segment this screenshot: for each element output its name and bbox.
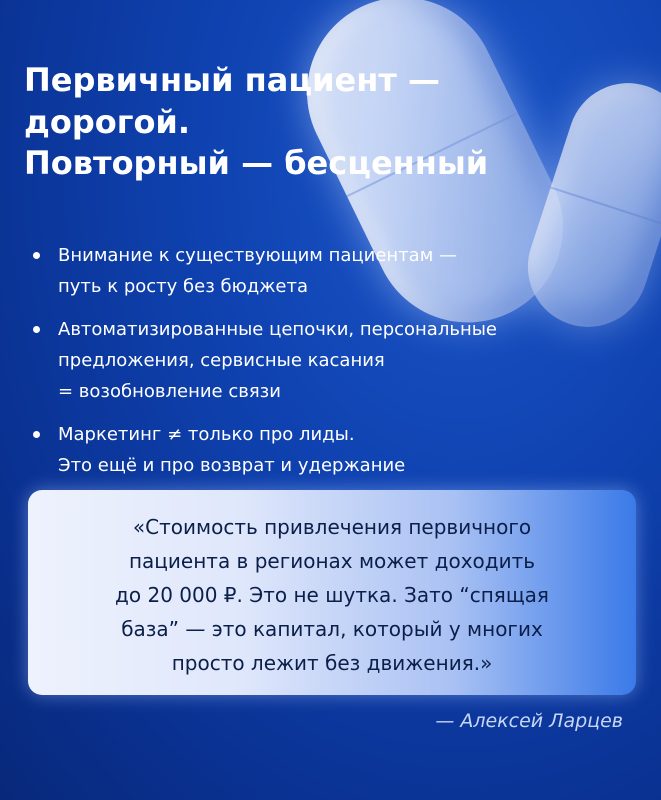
bullet-item [24,314,624,407]
bullet-list [24,240,624,493]
headline-line: дорогой. [24,102,190,141]
bullet-text: Автоматизированные цепочки, персональные [58,319,498,340]
bullet-text: Маркетинг ≠ только про лиды. [58,424,355,445]
bullet-text: Это ещё и про возврат и удержание [58,455,406,476]
bullet-text: = возобновление связи [58,381,281,402]
bullet-text: Внимание к существующим пациентам — [58,245,458,266]
headline [24,60,624,185]
quote-line: база” — это капитал, который у многих [121,617,543,641]
quote-text [28,510,636,680]
bullet-item [24,419,624,481]
bullet-dot-icon [33,326,40,333]
bullet-item [24,240,624,302]
bullet-dot-icon [33,431,40,438]
quote-line: «Стоимость привлечения первичного [132,515,532,539]
bullet-text: путь к росту без бюджета [58,276,308,297]
headline-line: Первичный пациент — [24,61,440,99]
quote-line: до 20 000 ₽. Это не шутка. Зато “спящая [115,583,549,607]
bullet-dot-icon [33,252,40,259]
quote-author: — Алексей Ларцев [435,710,623,732]
quote-line: пациента в регионах может доходить [128,549,536,573]
bullet-text: предложения, сервисные касания [58,350,385,371]
quote-line: просто лежит без движения.» [171,651,493,675]
quote-box [28,490,636,695]
headline-line: Повторный — бесценный [24,144,489,183]
